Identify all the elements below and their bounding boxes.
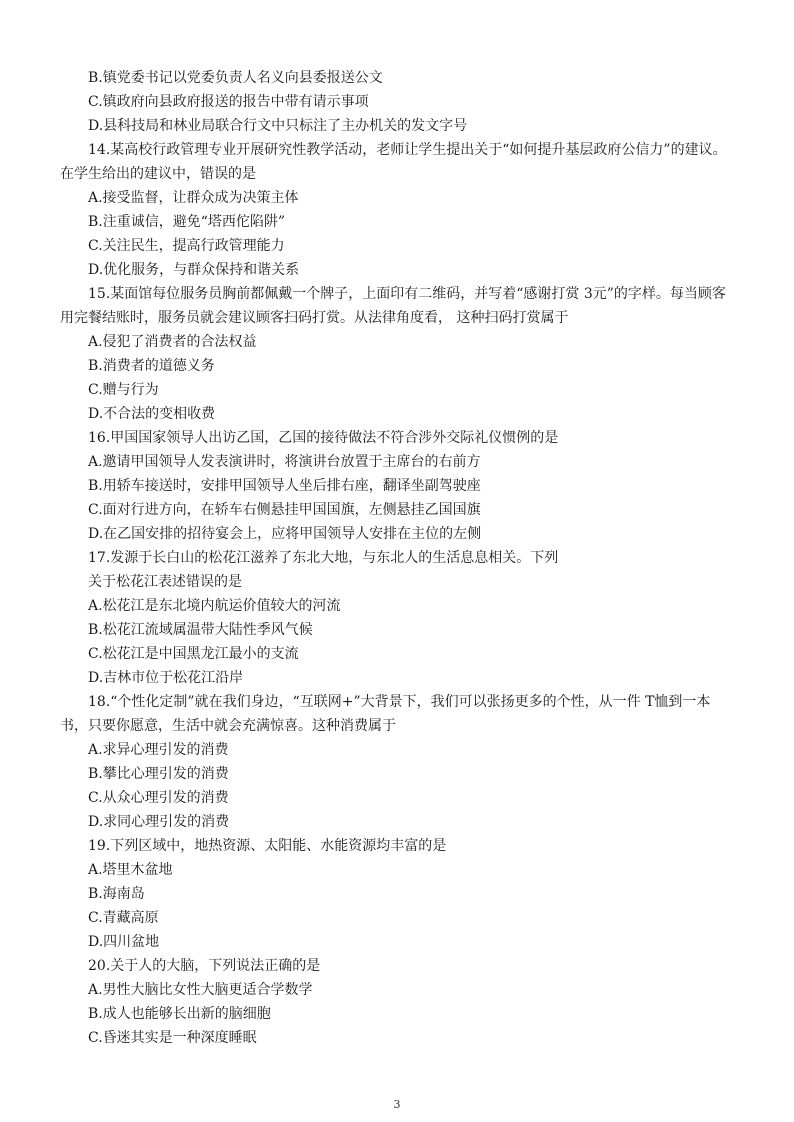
question-stem-continuation: 在学生给出的建议中，错误的是	[60, 166, 256, 182]
answer-option: D.求同心理引发的消费	[88, 814, 230, 830]
answer-option: B.攀比心理引发的消费	[88, 766, 229, 782]
answer-option: C.赠与行为	[88, 382, 159, 398]
answer-option: D.县科技局和林业局联合行文中只标注了主办机关的发文字号	[88, 118, 468, 134]
exam-questions-body	[60, 66, 740, 1050]
answer-option: B.成人也能够长出新的脑细胞	[88, 1006, 271, 1022]
answer-option: D.吉林市位于松花江沿岸	[88, 670, 244, 686]
answer-option: A.接受监督，让群众成为决策主体	[88, 190, 299, 206]
answer-option: B.镇党委书记以党委负责人名义向县委报送公文	[88, 70, 383, 86]
question-stem-continuation: 关于松花江表述错误的是	[88, 574, 242, 590]
question-stem-continuation: 用完餐结账时，服务员就会建议顾客扫码打赏。从法律角度看， 这种扫码打赏属于	[60, 310, 569, 326]
answer-option: B.海南岛	[88, 886, 145, 902]
answer-option: D.不合法的变相收费	[88, 406, 216, 422]
question-stem: 16.甲国国家领导人出访乙国，乙国的接待做法不符合涉外交际礼仪惯例的是	[88, 430, 559, 446]
answer-option: B.消费者的道德义务	[88, 358, 215, 374]
answer-option: D.优化服务，与群众保持和谐关系	[88, 262, 300, 278]
answer-option: A.塔里木盆地	[88, 862, 173, 878]
answer-option: C.松花江是中国黑龙江最小的支流	[88, 646, 299, 662]
answer-option: C.关注民生，提高行政管理能力	[88, 238, 285, 254]
question-stem-continuation: 书，只要你愿意，生活中就会充满惊喜。这种消费属于	[60, 718, 396, 734]
question-stem: 17.发源于长白山的松花江滋养了东北大地，与东北人的生活息息相关。下列	[88, 550, 559, 566]
answer-option: A.男性大脑比女性大脑更适合学数学	[88, 982, 313, 998]
answer-option: C.青藏高原	[88, 910, 159, 926]
answer-option: C.镇政府向县政府报送的报告中带有请示事项	[88, 94, 369, 110]
question-stem: 18.“个性化定制”就在我们身边，“互联网+”大背景下，我们可以张扬更多的个性，从一件 T恤到一本	[88, 694, 711, 710]
answer-option: B.用轿车接送时，安排甲国领导人坐后排右座，翻译坐副驾驶座	[88, 478, 481, 494]
answer-option: A.松花江是东北境内航运价值较大的河流	[88, 598, 341, 614]
answer-option: B.松花江流域属温带大陆性季风气候	[88, 622, 313, 638]
answer-option: A.求异心理引发的消费	[88, 742, 229, 758]
answer-option: D.在乙国安排的招待宴会上，应将甲国领导人安排在主位的左侧	[88, 526, 482, 542]
answer-option: B.注重诚信，避免“塔西佗陷阱”	[88, 214, 286, 230]
question-stem: 20.关于人的大脑，下列说法正确的是	[88, 958, 321, 974]
question-stem: 19.下列区域中，地热资源、太阳能、水能资源均丰富的是	[88, 838, 447, 854]
answer-option: A.侵犯了消费者的合法权益	[88, 334, 257, 350]
answer-option: C.从众心理引发的消费	[88, 790, 229, 806]
answer-option: A.邀请甲国领导人发表演讲时，将演讲台放置于主席台的右前方	[88, 454, 481, 470]
page-number: 3	[393, 1098, 401, 1111]
answer-option: C.面对行进方向，在轿车右侧悬挂甲国国旗，左侧悬挂乙国国旗	[88, 502, 481, 518]
answer-option: D.四川盆地	[88, 934, 160, 950]
question-stem: 14.某高校行政管理专业开展研究性教学活动，老师让学生提出关于“如何提升基层政府公信力”的建议。	[88, 142, 727, 158]
answer-option: C.昏迷其实是一种深度睡眠	[88, 1030, 257, 1046]
question-stem: 15.某面馆每位服务员胸前都佩戴一个牌子，上面印有二维码，并写着“感谢打赏 3元”的字样。每当顾客	[88, 286, 726, 302]
